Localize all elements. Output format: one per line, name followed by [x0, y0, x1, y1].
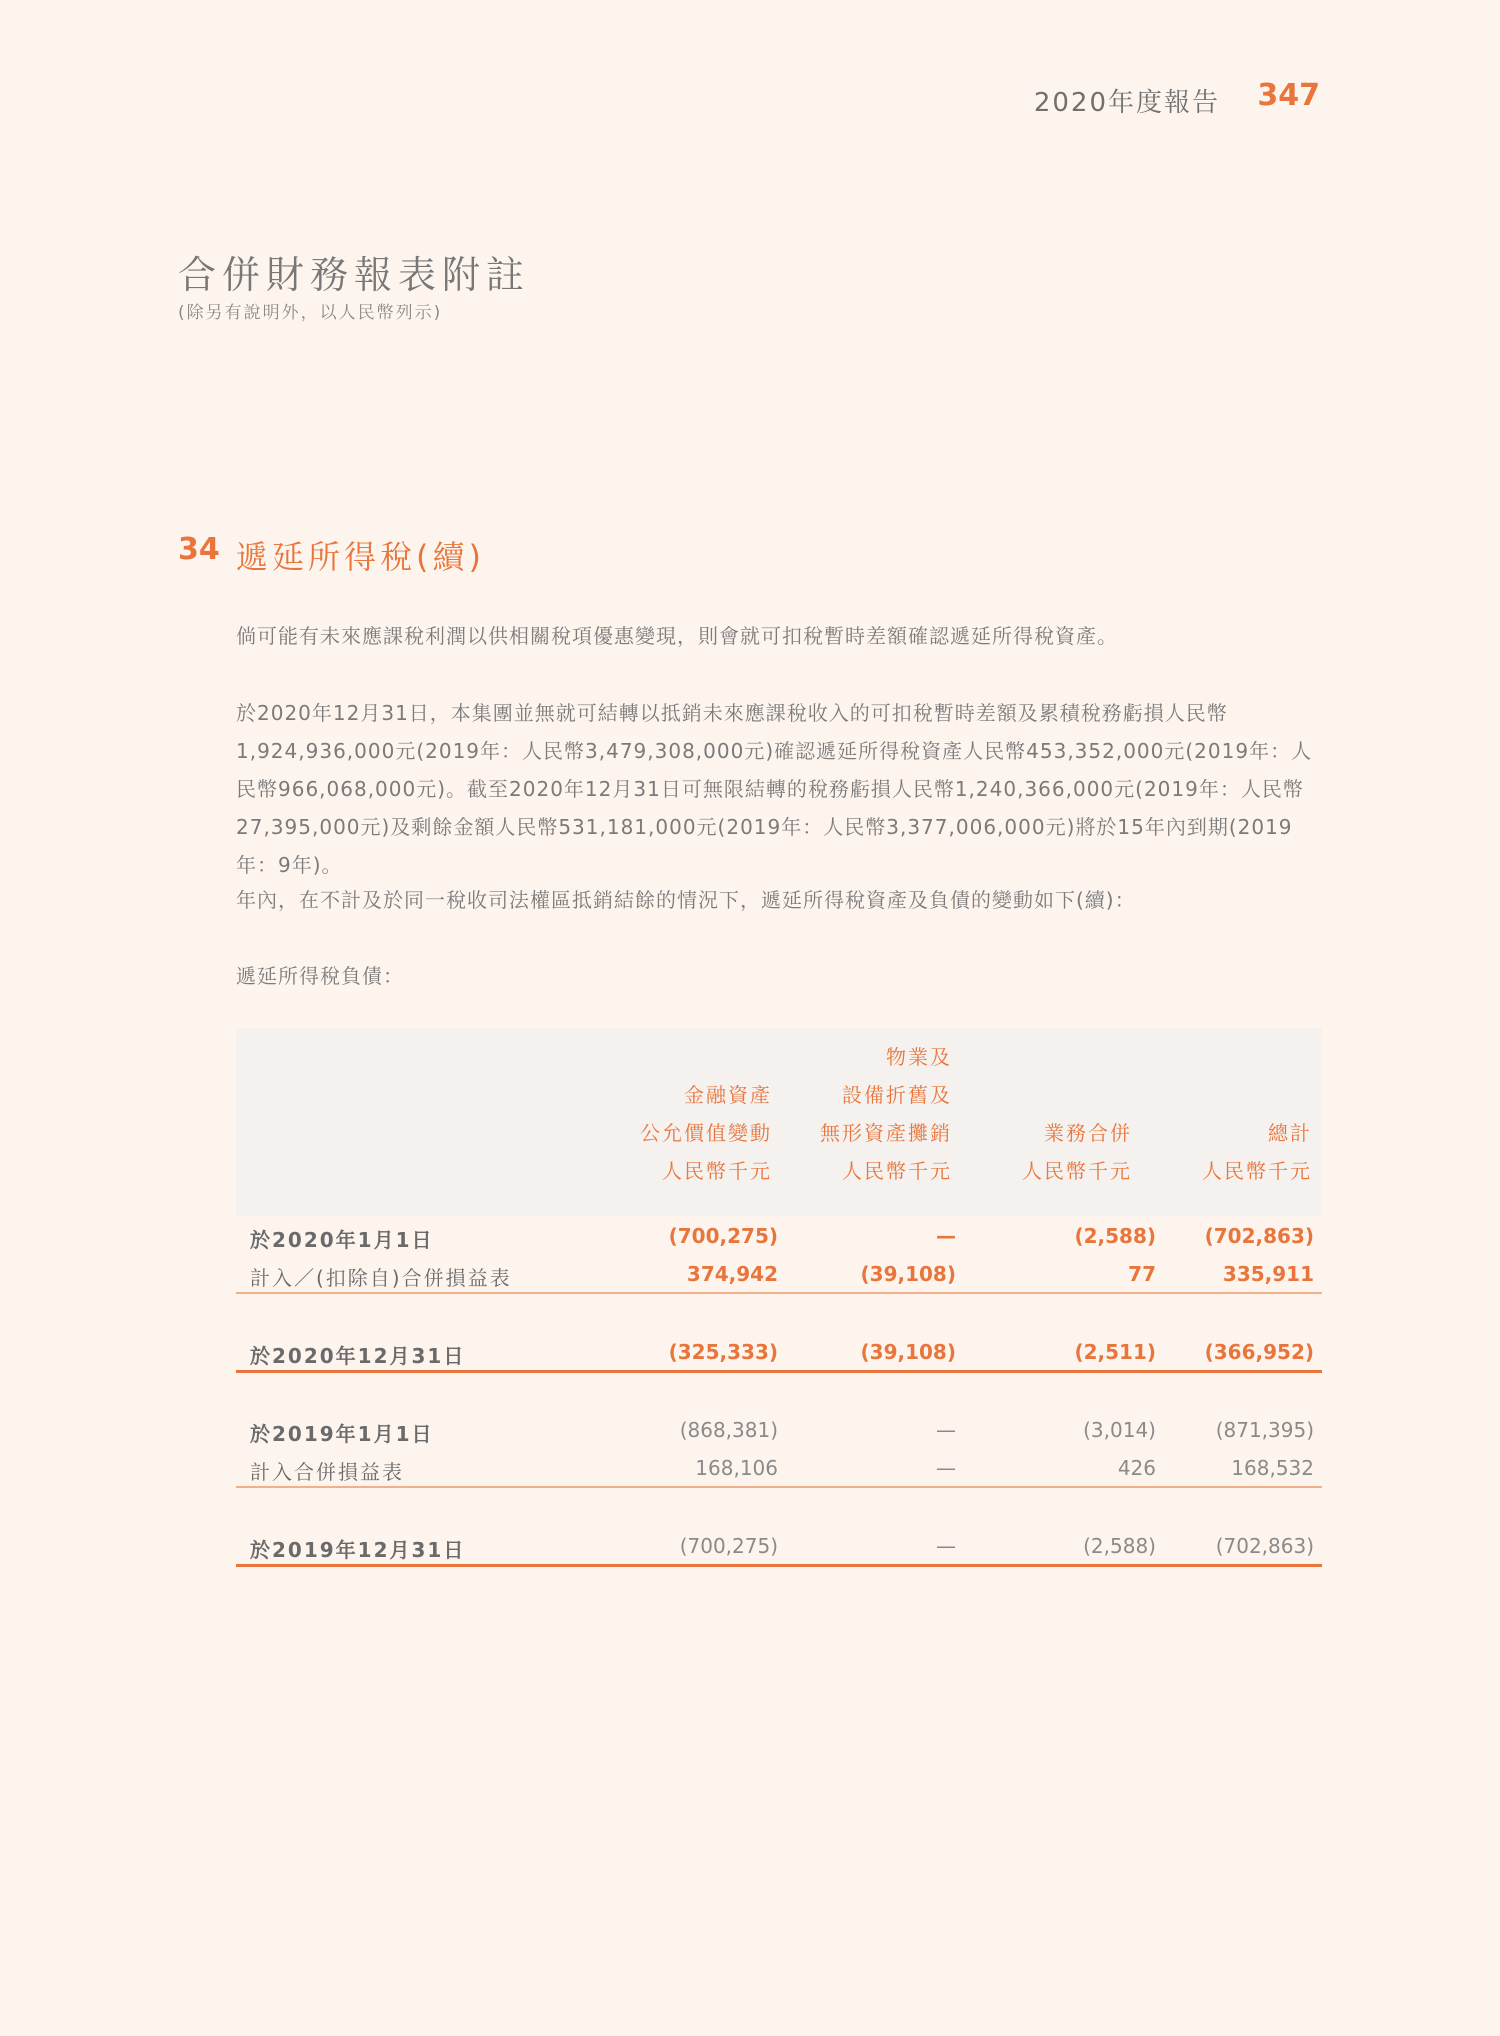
header-total: 總計 人民幣千元 [1202, 1121, 1312, 1183]
cell-value: (702,863) [1204, 1224, 1314, 1248]
total-rule [236, 1564, 1322, 1567]
cell-value: 335,911 [1222, 1262, 1314, 1286]
row-label: 於2020年1月1日 [250, 1228, 434, 1252]
cell-value: (39,108) [860, 1262, 956, 1286]
cell-value: — [936, 1456, 956, 1480]
total-rule [236, 1370, 1322, 1373]
cell-value: (871,395) [1215, 1418, 1314, 1442]
cell-value: (868,381) [679, 1418, 778, 1442]
header-depreciation-amortisation: 物業及 設備折舊及 無形資產攤銷 人民幣千元 [820, 1045, 952, 1183]
table-row [236, 1528, 1322, 1566]
cell-value: (39,108) [860, 1340, 956, 1364]
cell-value: (702,863) [1215, 1534, 1314, 1558]
notes-subtitle: (除另有說明外，以人民幣列示) [178, 303, 443, 323]
cell-value: (700,275) [668, 1224, 778, 1248]
paragraph-movement-intro: 年內，在不計及於同一稅收司法權區抵銷結餘的情況下，遞延所得稅資產及負債的變動如下(續)： [236, 888, 1136, 912]
row-label: 於2019年12月31日 [250, 1538, 466, 1562]
report-label: 2020年度報告 [1033, 88, 1220, 118]
section-number: 34 [178, 532, 220, 567]
table-row [236, 1412, 1322, 1450]
cell-value: 374,942 [686, 1262, 778, 1286]
table-row [236, 1334, 1322, 1372]
cell-value: (366,952) [1204, 1340, 1314, 1364]
cell-value: (3,014) [1083, 1418, 1156, 1442]
table-caption: 遞延所得稅負債： [236, 964, 404, 988]
cell-value: (2,511) [1074, 1340, 1156, 1364]
row-label: 計入／(扣除自)合併損益表 [250, 1266, 512, 1290]
cell-value: — [936, 1534, 956, 1558]
subtotal-rule [236, 1486, 1322, 1488]
cell-value: 168,532 [1231, 1456, 1314, 1480]
header-financial-assets: 金融資產 公允價值變動 人民幣千元 [640, 1083, 772, 1183]
page-number: 347 [1257, 78, 1320, 113]
notes-title: 合併財務報表附註 [178, 253, 531, 297]
table-row [236, 1450, 1322, 1488]
cell-value: — [936, 1418, 956, 1442]
row-label: 於2020年12月31日 [250, 1344, 466, 1368]
cell-value: (2,588) [1083, 1534, 1156, 1558]
section-title: 遞延所得稅(續) [236, 538, 485, 576]
cell-value: (700,275) [679, 1534, 778, 1558]
table-row [236, 1256, 1322, 1294]
subtotal-rule [236, 1292, 1322, 1294]
paragraph-tax-losses: 於2020年12月31日，本集團並無就可結轉以抵銷未來應課稅收入的可扣稅暫時差額及累積稅務虧損人民幣1,924,936,000元(2019年：人民幣3,479,308,000元)確認遞延所得稅資產人民幣453,352,000元(2019年：人民幣966,068,000元)。截至2020年12月31日可無限結轉的稅務虧損人民幣1,240,366,000元(2019年：人民幣27,395,000元)及剩餘金額人民幣531,181,000元(2019年：人民幣3,377,006,000元)將於15年內到期(2019年：9年)。 [236, 701, 1313, 877]
paragraph-recognition-policy: 倘可能有未來應課稅利潤以供相關稅項優惠變現，則會就可扣稅暫時差額確認遞延所得稅資產。 [236, 624, 1118, 648]
cell-value: (2,588) [1074, 1224, 1156, 1248]
cell-value: (325,333) [668, 1340, 778, 1364]
table-row [236, 1218, 1322, 1256]
row-label: 於2019年1月1日 [250, 1422, 434, 1446]
row-label: 計入合併損益表 [250, 1460, 404, 1484]
cell-value: 77 [1128, 1262, 1156, 1286]
header-business-combination: 業務合併 人民幣千元 [1022, 1121, 1132, 1183]
cell-value: 426 [1117, 1456, 1156, 1480]
cell-value: — [936, 1224, 956, 1248]
cell-value: 168,106 [695, 1456, 778, 1480]
